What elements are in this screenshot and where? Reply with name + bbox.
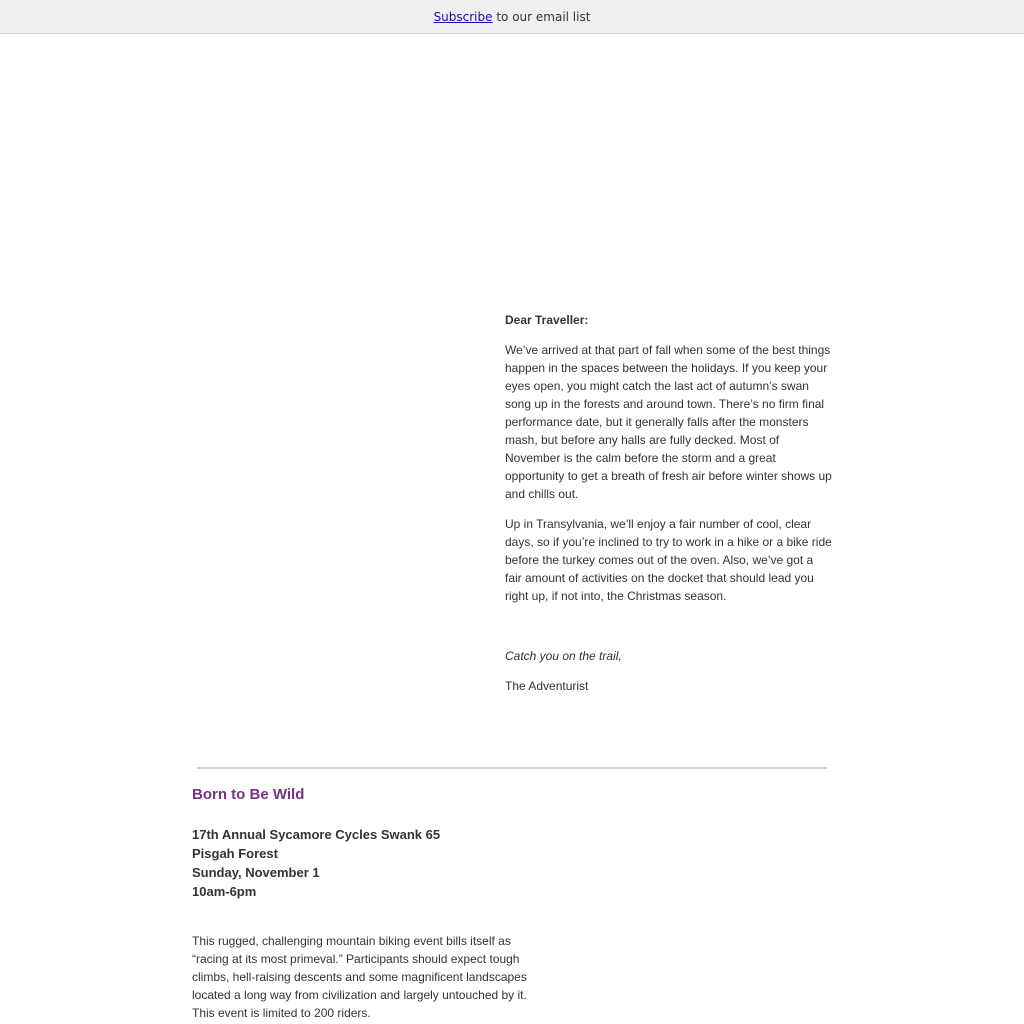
- subscribe-bar: [0, 0, 1024, 34]
- event-location: Pisgah Forest: [192, 846, 278, 861]
- letter-greeting: Dear Traveller:: [505, 313, 589, 327]
- letter-signoff: Catch you on the trail,: [505, 649, 622, 663]
- subscribe-link[interactable]: Subscribe: [433, 10, 493, 24]
- letter-signature: The Adventurist: [505, 679, 589, 693]
- event-time: 10am-6pm: [192, 884, 257, 899]
- letter-paragraph-2: Up in Transylvania, we’ll enjoy a fair number of cool, clear days, so if you’re inclined to try to work in a hike or a bike ride before the turkey comes out of the oven. Also, we’ve got a fair amount of activities on the docket that should lead you right up, if not into, the Christmas season.: [505, 517, 832, 603]
- event-details: [192, 825, 440, 901]
- letter-body: [505, 311, 833, 707]
- letter-paragraph-1: We’ve arrived at that part of fall when some of the best things happen in the spaces between the holidays. If you keep your eyes open, you might catch the last act of autumn’s swan song up in the forests and around town. There’s no firm final performance date, but it generally falls after the monsters mash, but before any halls are fully decked. Most of November is the calm before the storm and a great opportunity to get a breath of fresh air before winter shows up and chills out.: [505, 343, 832, 501]
- section-title: Born to Be Wild: [192, 786, 305, 803]
- section-divider: [197, 767, 827, 769]
- event-description: This rugged, challenging mountain biking event bills itself as “racing at its most primeval.” Participants should expect tough climbs, hell-raising descents and some magnificent landscapes located a long way from civilization and largely untouched by it. This event is limited to 200 riders.: [192, 934, 527, 1020]
- event-name: 17th Annual Sycamore Cycles Swank 65: [192, 827, 441, 842]
- event-date: Sunday, November 1: [192, 865, 320, 880]
- subscribe-bar-text: to our email list: [492, 10, 591, 24]
